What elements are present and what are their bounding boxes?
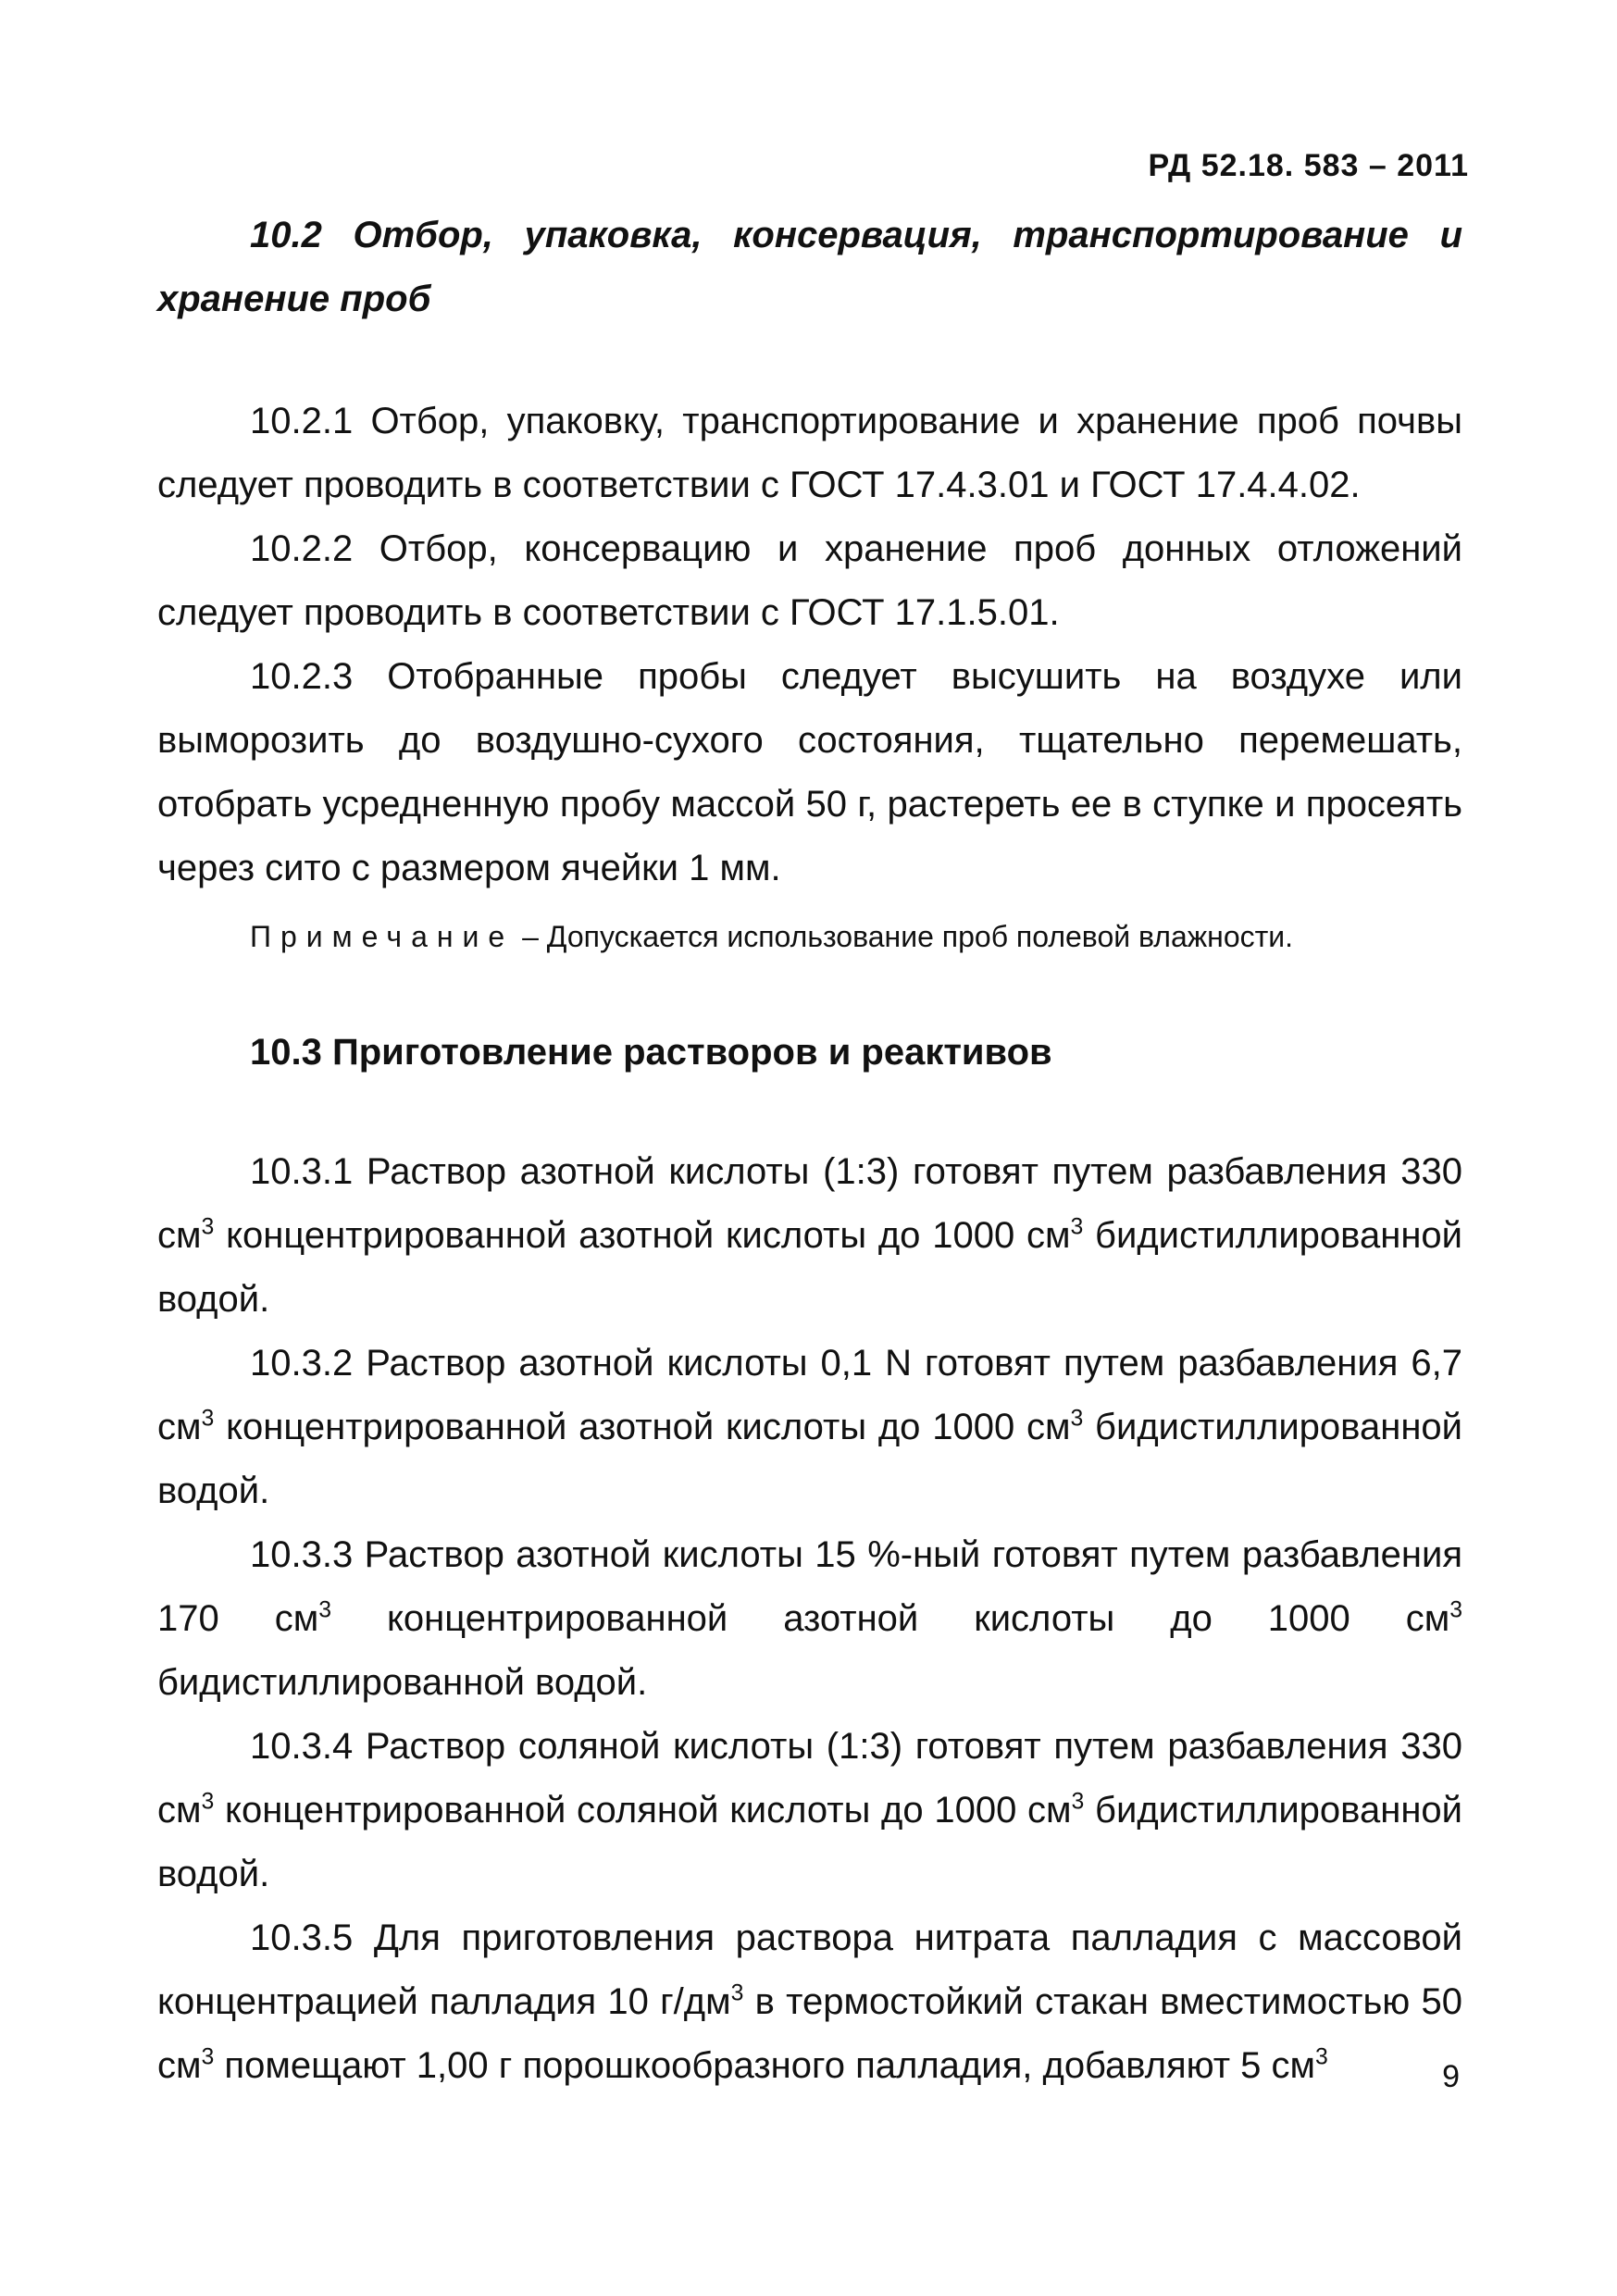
page-number: 9 [1442,2059,1460,2094]
paragraph-10-2-2: 10.2.2 Отбор, консервацию и хранение проб донных отложений следует проводить в соответствии с ГОСТ 17.1.5.01. [157,528,1462,633]
paragraph-10-2-1: 10.2.1 Отбор, упаковку, транспортирование и хранение проб почвы следует проводить в соответствии с ГОСТ 17.4.3.01 и ГОСТ 17.4.4.02. [157,401,1462,505]
paragraph-10-3-3: 10.3.3 Раствор азотной кислоты 15 %-ный готовят путем разбавления 170 $см^3$ концентрированной азотной кислоты до 1000 $см^3$ бидистиллированной водой. [157,1534,1462,1703]
section-heading-10-3: 10.3 Приготовление растворов и реактивов [250,1032,1052,1073]
paragraph-10-2-3: 10.2.3 Отобранные пробы следует высушить на воздухе или выморозить до воздушно-сухого состояния, тщательно перемешать, отобрать усредненную пробу массой 50 г, растереть ее в ступке и просеять через сито с размером ячейки 1 мм. [157,656,1462,888]
note-label: Примечание [250,920,515,953]
paragraph-10-3-2: 10.3.2 Раствор азотной кислоты 0,1 N готовят путем разбавления 6,7 $см^3$ концентрированной азотной кислоты до 1000 $см^3$ бидистиллированной водой. [157,1343,1462,1511]
paragraph-10-3-1: 10.3.1 Раствор азотной кислоты (1:3) готовят путем разбавления 330 $см^3$ концентрированной азотной кислоты до 1000 $см^3$ бидистиллированной водой. [157,1151,1462,1320]
section-heading-10-2: 10.2 Отбор, упаковка, консервация, транспортирование и хранение проб [157,215,1462,319]
note-text: – Допускается использование проб полевой влажности. [514,920,1294,953]
note [157,908,1462,965]
spacer [157,331,1462,390]
paragraph-10-3-5: 10.3.5 Для приготовления раствора нитрата палладия с массовой концентрацией палладия 10 $г/дм^3$ в термостойкий стакан вместимостью 50 $см^3$ помещают 1,00 г порошкообразного палладия, добавляют 5 $см^3$ [157,1917,1462,2086]
paragraph-10-3-4: 10.3.4 Раствор соляной кислоты (1:3) готовят путем разбавления 330 $см^3$ концентрированной соляной кислоты до 1000 $см^3$ бидистиллированной водой. [157,1726,1462,1894]
page-content [157,204,1462,2098]
document-code: РД 52.18. 583 – 2011 [1148,148,1469,183]
